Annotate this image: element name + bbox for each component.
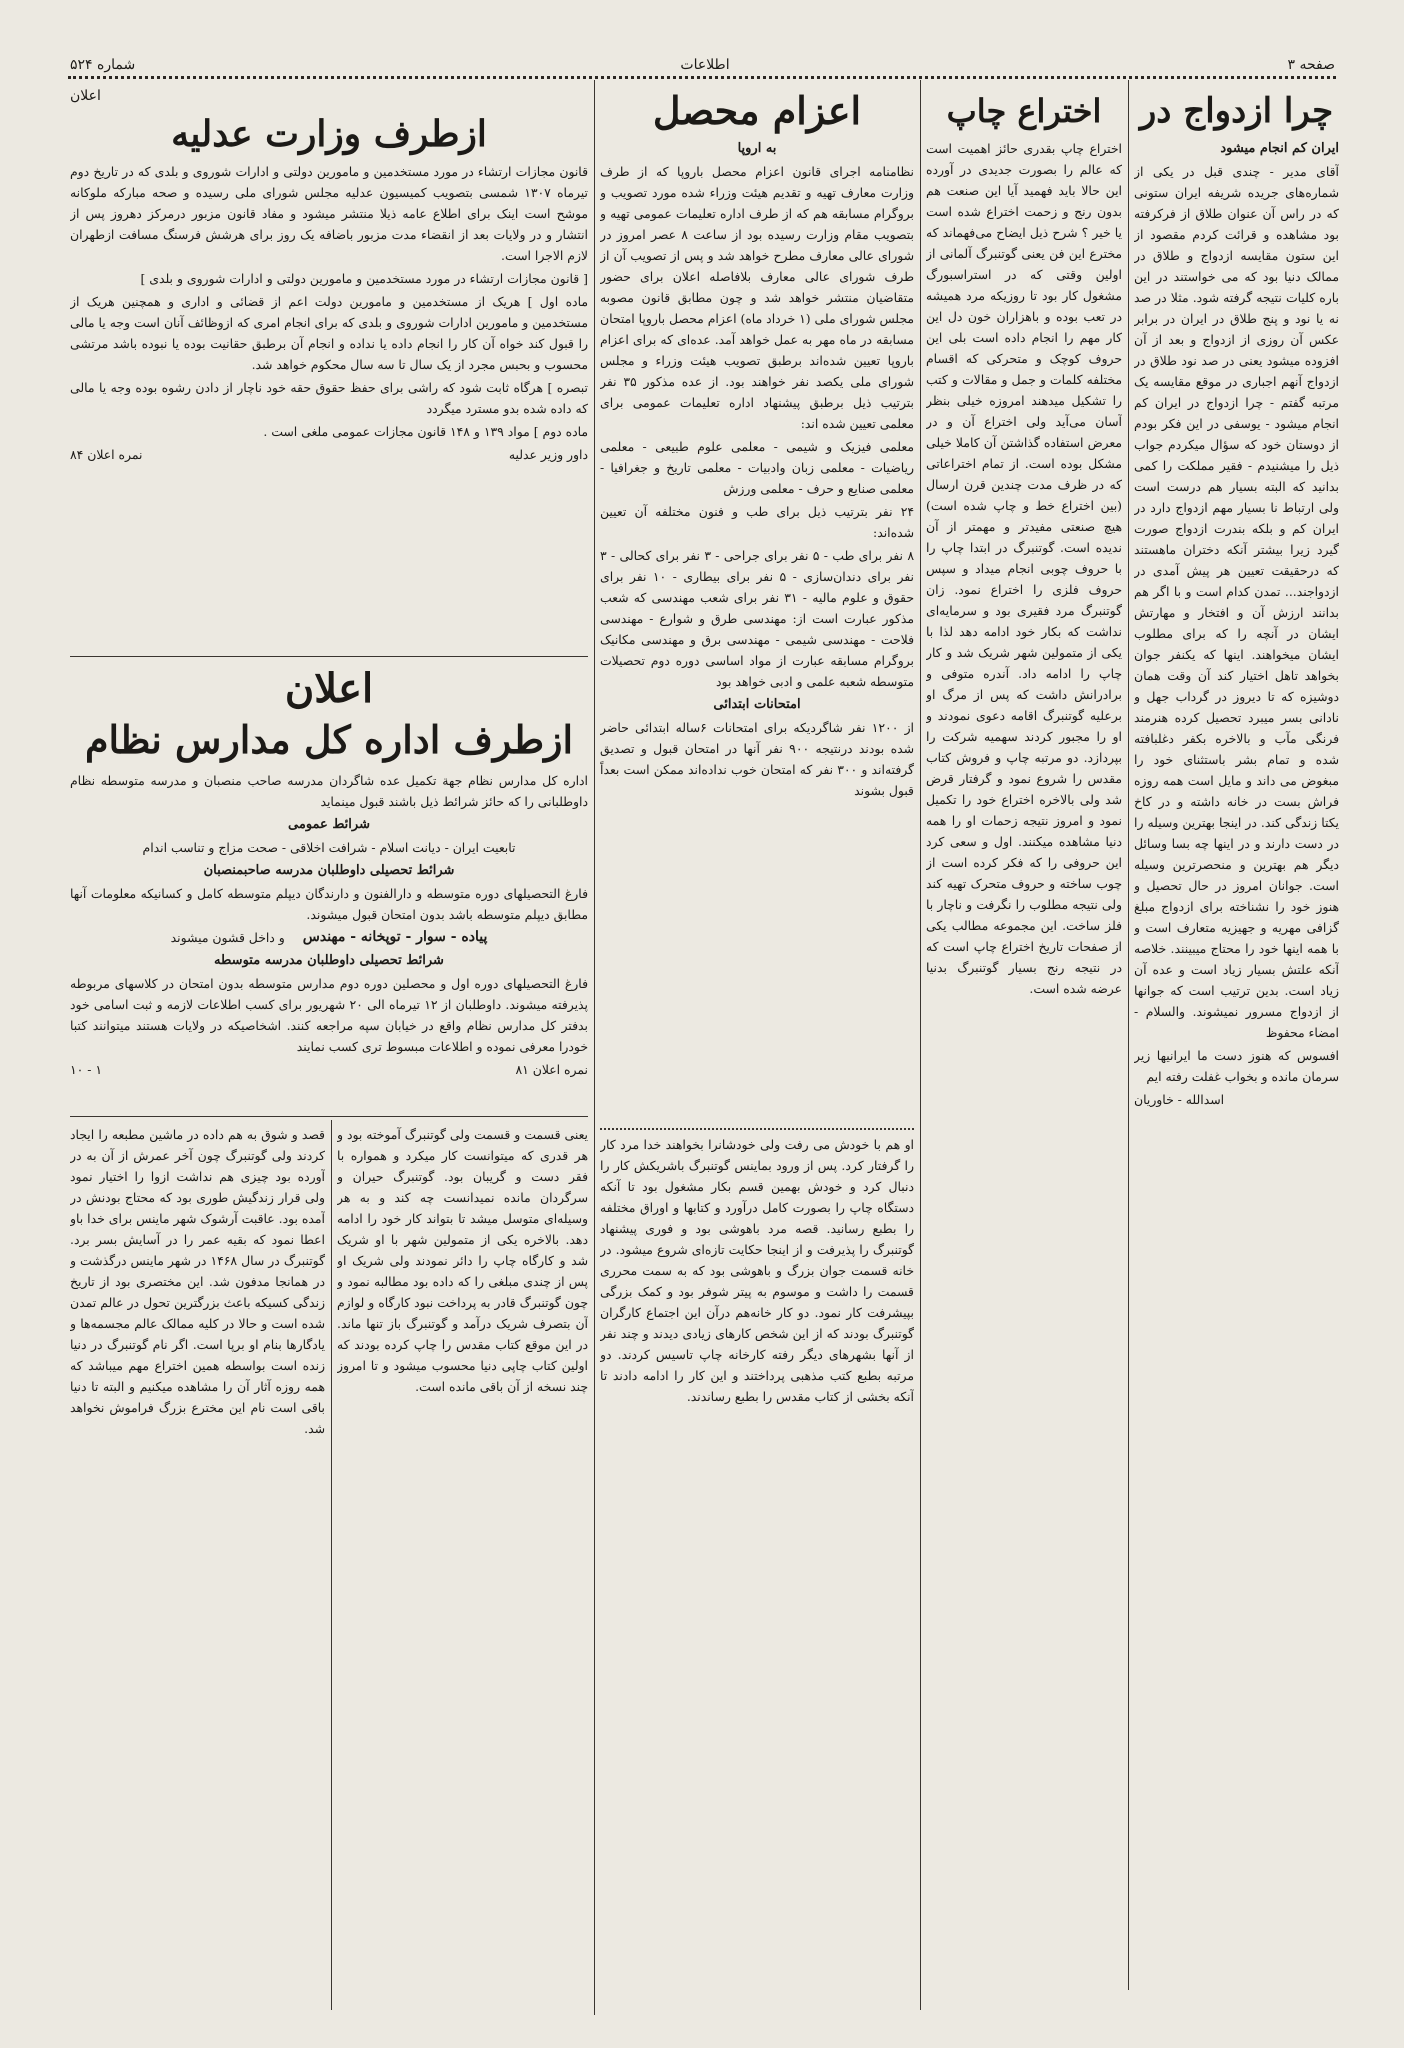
notice-footer — [70, 1059, 588, 1080]
article-students — [600, 84, 914, 1124]
header-divider — [68, 76, 1336, 79]
article-body: آقای مدیر - چندی قبل در یکی از شماره‌های جریده شریفه ایران ستونی که در راس آن عنوان طلاق از فرکرفته بود مشاهده و قرائت کردم مقصود از این ستون مقایسه ازدواج و طلاق در ممالک دنیا بود که می خواستند در این باره کلیات نتیجه گرفته شود. مثلا در صد نه یا نود و پنج طلاق در ایران در برابر عکس آن روزی از ازدواج و بعد از آن افزوده میشود یعنی در صد نود طلاق در ازدواج آنهم اجباری در موقع مقایسه یک مرتبه گفتم - چرا ازدواج در ایران کم انجام میشود - یوسفی در این فکر بودم از دوستان خود که سؤال میکردم جواب ذیل را میشنیدم - فقیر مملکت را کمی بدانید که البته بسیار هم درست است ولی ارتباط نا بسیار مهم ازدواج دارد در ایران کم و بلکه بندرت ازدواج صورت گیرد زیرا بیشتر آنکه دختران ماهستند که درحقیقت تعیین هر پیش آمدی در ازدواجند... تمدن کدام است و با اگر هم بدانند ارزش آن و افتخار و مهارتش ایشان در آنچه را که برای مطلوب ایشان میخواهند. اینها که یکنفر جوان بخواهد تاهل اختیار کند آن وقت همان دوشیزه که تا دیروز در گرداب جهل و نادانی بسر میبرد تحصیل کرده هنرمند فرنگی مآب و بالاخره بکفر دغلبافته شده و تمام بشر باستثنای خود را مبغوض می داند و مایل است همه روزه فراش بست در خانه داشته و در کاخ یکتا زندگی کند. در اینجا بهترین وسیله را در دست دارند و در اینها چه بسا وسائل دیگر هم بهترین و منحصرترین وسیله است. جوانان امروز در حال تحصیل و هنوز خود را نشناخته برای ازدواج مبلغ گزافی مهریه و جهیزیه متعارف است و با همه اینها خود را محتاج میبینند. خلاصه آنکه علتش بسیار زیاد است و عده آن زیاد است. بدین ترتیب است که جوانها از ازدواج مسرور نمیشوند. والسلام - امضاء محفوظ — [1134, 164, 1339, 1040]
article-title: چرا ازدواج در — [1139, 91, 1334, 131]
article-subtitle: به اروپا — [737, 141, 777, 156]
column-divider — [331, 1120, 332, 2010]
column-divider — [594, 80, 595, 2015]
notice-number: نمره اعلان ۸۱ — [515, 1062, 588, 1077]
notice-justice — [70, 84, 588, 654]
article-title: اعزام محصل — [652, 88, 862, 133]
branches: پیاده - سوار - توپخانه - مهندس — [302, 929, 488, 945]
article-printing — [926, 84, 1122, 2009]
continuation-text: او هم با خودش می رفت ولی خودشانرا بخواهند خدا مرد کار را گرفتار کرد. پس از ورود بماینس گوتنبرگ باشریکش کار را دنبال کرد و خودش بهمین قسم بکار مشغول بود تا آنکه دستگاه چاپ را بصورت کامل درآورد و کتابها و اوراق مختلفه را بطبع رسانید. قصه مرد باهوشی بود و فوری پیشنهاد گوتنبرگ را پذیرفت و از اینجا حکایت تازه‌ای شروع میشود. در خانه قسمت جوان بزرگ و باهوشی بود که به سمت محرری قسمت را داشت و موسوم به پیتر شوفر بود و کمک بزرگی بپیشرفت کار نمود. دو کار خانه‌هم درآن این اجتماع کارگران گوتنبرگ بودند که از این شخص کارهای زیادی دیدند و چند نفر از آنها بشهرهای دیگر رفته کارخانه چاپ تاسیس کردند. دو مرتبه بطبع کتب مذهبی پرداختند و این کار را ادامه دادند تا آنکه بخشی از کتاب مقدس را بطبع رساندند. — [600, 1137, 914, 1404]
field-list: ۸ نفر برای طب - ۵ نفر برای جراحی - ۳ نفر برای کحالی - ۳ نفر برای دندان‌سازی - ۵ نفر برای بیطاری - ۱۰ نفر برای حقوق و علوم مالیه - ۳۱ نفر برای شعب مهندسی که شعب مذکور عبارت است از: مهندسی طرق و شوارع - مهندسی فلاحت - مهندسی شیمی - مهندسی برق و مهندسی مکانیک بروگرام مسابقه عبارت از مواد اساسی دوره دوم تحصیلات متوسطه شعبه علمی و ادبی خواهد بود — [600, 548, 914, 689]
law-note: تبصره ] هرگاه ثابت شود که راشی برای حفظ حقوق حقه خود ناچار از دادن رشوه بوده وجه یا مالی که داده شده بدو مسترد میگردد — [70, 380, 588, 416]
continuation-column-b — [337, 1124, 588, 2009]
notice-number: نمره اعلان ۸۴ — [70, 447, 143, 462]
continuation-text: یعنی قسمت و قسمت ولی گوتنبرگ آموخته بود و هر قدری که میتوانست کار میکرد و همواره با فقر دست و گریبان بود. گوتنبرگ حیران و سرگردان مانده نمیدانست چه کند و به هر وسیله‌ای متوسل میشد تا بتواند کار خود را ادامه دهد. بالاخره یکی از متمولین شهر با او شریک شد و کارگاه چاپ را دائر نمودند ولی شریک او پس از چندی مبلغی را که داده بود مطالبه نمود و چون گوتنبرگ قادر به پرداخت نبود کارگاه و لوازم آن بتصرف شریک درآمد و گوتنبرگ باز تنها ماند. در این موقع کتاب مقدس را چاپ کرده بودند که اولین کتاب چاپی دنیا محسوب میشود و تا امروز چند نسخه از آن باقی مانده است. — [337, 1127, 588, 1394]
article-title: اختراع چاپ — [946, 92, 1102, 130]
notice-footer — [70, 444, 588, 465]
page-number: صفحه ۳ — [1287, 57, 1335, 73]
general-conditions-title: شرائط عمومی — [288, 817, 370, 832]
article-subtitle: ایران کم انجام میشود — [1220, 141, 1339, 156]
secondary-conditions: فارغ التحصیلهای دوره اول و محصلین دوره دوم مدارس متوسطه بدون امتحان در کلاسهای مربوطه پذیرفته میشوند. داوطلبان از ۱۲ تیرماه الی ۲۰ شهریور برای کسب اطلاعات لازمه و ثبت اسامی خود بدفتر کل مدارس نظام واقع در خیابان سپه مراجعه کنند. اشخاصیکه در ولایات هستند میتوانند کتبا خودرا معرفی نموده و اطلاعات مبسوط تری کسب نمایند — [70, 976, 588, 1054]
section-divider — [600, 1128, 914, 1130]
continuation-text: قصد و شوق به هم داده در ماشین مطبعه را ایجاد کردند ولی گوتنبرگ چون آخر عمرش از آن به در آورده بود چیزی هم نداشت ازوا را اختیار نمود ولی قرار زندگیش طوری بود که محتاج بودنش در آمده بود. عاقبت آرشوک شهر ماینس برای خدا باو اعطا نمود که بقیه عمر را در آسایش بسر برد. گوتنبرگ در سال ۱۴۶۸ در شهر ماینس درگذشت و در همانجا مدفون شد. این مختصری بود از تاریخ زندگی کسیکه باعث بزرگترین تحول در عالم تمدن شده است و حالا در کلیه ممالک عالم مجسمه‌ها و یادگارها بنام او برپا است. اگر نام گوتنبرگ در دنیا زنده است بواسطه همین اختراع مهم میباشد که همه روزه آثار آن را مشاهده میکنیم و البته تا دنیا باقی است نام این مخترع بزرگ فراموش نخواهد شد. — [70, 1127, 325, 1436]
notice-military-schools — [70, 662, 588, 1112]
notice-divider — [70, 656, 588, 657]
continuation-column-c — [600, 1134, 914, 2009]
article-closing: افسوس که هنوز دست ما ایرانیها زیر سرمان مانده و بخواب غفلت رفته ایم — [1134, 1048, 1339, 1084]
notice-title: ازطرف وزارت عدلیه — [171, 113, 487, 155]
law-article-2: ماده دوم ] مواد ۱۳۹ و ۱۴۸ قانون مجازات عمومی ملغی است . — [263, 424, 588, 439]
notice-title: ازطرف اداره کل مدارس نظام — [84, 717, 574, 762]
notice-intro: قانون مجازات ارتشاء در مورد مستخدمین و مامورین دولتی و ادارات شوروی و بلدی که در تاریخ دوم تیرماه ۱۳۰۷ شمسی بتصویب کمیسیون عدلیه مجلس شورای ملی رسیده و صحه مبارکه ملوکانه موشح است اینک برای اطلاع عامه ذیلا منتشر میشود و مفاد قانون مزبور درمرکز دهروز پس از انتشار و در ولایات بعد از انقضاء مدت مزبور باضافه یک روز برای هرشش فرسنگ مسافت ازطهران لازم الاجرا است. — [70, 164, 588, 263]
notice-tag: ۱ - ۱۰ — [70, 1062, 103, 1077]
article-body: نظامنامه اجرای قانون اعزام محصل باروپا که از طرف وزارت معارف تهیه و تقدیم هیئت وزراء شده مورد تصویب و بروگرام مسابقه هم که از طرف اداره تعلیمات عمومی تهیه و بتصویب مقام وزارت رسیده بود از ساعت ۸ عصر امروز در شورای عالی معارف مطرح خواهد شد و پس از تصویب آن از طرف شورای عالی معارف بلافاصله اعلان برای حضور متقاضیان منتشر خواهد شد و چون مطابق قانون مصوبه مجلس شورای ملی (۱ خرداد ماه) اعزام محصل باروپا امتحان مسابقه در ماه مهر به عمل خواهد آمد. عده‌ای که برای اعزام باروپا تعیین شده‌اند برطبق تصویب هیئت وزراء و مجلس شورای ملی یکصد نفر خواهند بود. از عده مذکور ۳۵ نفر بترتیب ذیل برطبق پیشنهاد اداره تعلیمات عمومی برای معلمی تعیین شده اند: — [600, 164, 914, 431]
secondary-conditions-title: شرائط تحصیلی داوطلبان مدرسه متوسطه — [214, 953, 444, 968]
officer-conditions: فارغ التحصیلهای دوره متوسطه و دارالفنون و دارندگان دیپلم متوسطه کامل و کسانیکه معلومات آنها مطابق دیپلم متوسطه باشد بدون امتحان قبول میشوند. — [70, 886, 588, 922]
law-article-1: ماده اول ] هریک از مستخدمین و مامورین دولت اعم از قضائی و اداری و همچنین هریک از مستخدمین و مامورین ادارات شوروی و بلدی که برای انجام امری که ازوظائف آنان است وجه یا مالی را قبول کند خواه آن کار را انجام داده یا نداده و انجام آن برطبق حقانیت بوده یا نبوده باشد مرتشی محسوب و بحبس مجرد از یک سال تا سه سال محکوم خواهد شد. — [70, 294, 588, 372]
continuation-column-a — [70, 1124, 325, 2009]
law-title: [ قانون مجازات ارتشاء در مورد مستخدمین و مامورین دولتی و ادارات شوروی و بلدی ] — [140, 271, 588, 286]
column-divider — [920, 80, 921, 2010]
notice-divider — [70, 1116, 588, 1117]
issue-number: شماره ۵۲۴ — [70, 57, 136, 73]
branches-note: و داخل قشون میشوند — [170, 930, 285, 945]
notice-label: اعلان — [284, 665, 374, 712]
notice-intro: اداره کل مدارس نظام جهة تکمیل عده شاگردان مدرسه صاحب منصبان و مدرسه متوسطه نظام داوطلبانی را که حائز شرائط ذیل باشند قبول مینماید — [70, 773, 588, 809]
notice-signoff: داور وزیر عدلیه — [508, 447, 588, 462]
branches-row — [70, 927, 588, 948]
notice-label: اعلان — [70, 88, 101, 104]
general-conditions: تابعیت ایران - دیانت اسلام - شرافت اخلاقی - صحت مزاج و تناسب اندام — [142, 840, 516, 855]
paper-name: اطلاعات — [680, 57, 730, 73]
officer-conditions-title: شرائط تحصیلی داوطلبان مدرسه صاحبمنصبان — [203, 863, 455, 878]
article-signature: اسدالله - خاوریان — [1134, 1092, 1225, 1107]
medical-intro: ۲۴ نفر بترتیب ذیل برای طب و فنون مختلفه آن تعیین شده‌اند: — [600, 504, 914, 540]
column-divider — [1128, 80, 1129, 1990]
article-body: اختراع چاپ بقدری حائز اهمیت است که عالم را بصورت جدیدی در آورده این حالا باید فهمید آیا این صنعت هم بدون رنج و زحمت اختراع شده است یا خیر ؟ شرح ذیل ایضاح می‌فهماند که مخترع این فن یعنی گوتنبرگ آلمانی از اولین وقتی که در استراسبورگ مشغول کار بود تا روزیکه مرد همیشه در تعب بوده و باهزاران خون دل این کار مهم را انجام داده است بلی این حروف کوچک و متحرکی که اقسام مختلفه کلمات و جمل و مقالات و کتب را تشکیل میدهند امروزه خیلی بنظر آسان می‌آید ولی اختراع آن و در معرض استفاده گذاشتن آن کاملا خیلی مشکل بوده است. از تمام اختراعاتی که در ظرف مدت چندین قرن ارسال (بین اختراع خط و چاپ شده است) هیچ صنعتی مفیدتر و مهمتر از آن ندیده است. گوتنبرگ در ابتدا چاپ را با حروف چوبی انجام میداد و سپس حروف فلزی را اختراع نمود. زان گوتنبرگ مرد فقیری بود و سرمایه‌ای نداشت که بکار خود ادامه دهد لذا با یکی از متمولین شهر شریک شد و کار چاپ را ادامه داد. آندره متوفی و برادرانش داشت که پس از مرگ او برعلیه گوتنبرگ اقامه دعوی نمودند و او را مجبور کردند سهمیه شرکت را بپردازد. دو مرتبه چاپ و فروش کتاب مقدس را شروع نمود و گرفتار قرض شد ولی بالاخره اختراع خود را تکمیل نمود و امروز نتیجه زحمات او را همه دنیا مشاهده میکنند. اول و سعی کرد این حروفی را که فکر کرده است از چوب ساخته و حروف متحرک تهیه کند ولی نتیجه مطلوب را نگرفت و ناچار با فلز ساخت. این مجموعه مطالب یکی از صفحات تاریخ اختراع چاپ است که در نتیجه رنج بسیار گوتنبرگ بدنیا عرضه شده است. — [926, 141, 1122, 996]
teacher-list: معلمی فیزیک و شیمی - معلمی علوم طبیعی - معلمی ریاضیات - معلمی زبان وادبیات - معلمی تاریخ و جغرافیا - معلمی صنایع و حرف - معلمی ورزش — [600, 439, 914, 496]
exam-title: امتحانات ابتدائی — [713, 697, 801, 712]
exam-body: از ۱۲۰۰ نفر شاگردیکه برای امتحانات ۶ساله ابتدائی حاضر شده بودند درنتیجه ۹۰۰ نفر آنها در امتحان قبول و تصدیق گرفته‌اند و ۳۰۰ نفر که امتحان خوب نداده‌اند ممکن است بعداً قبول بشوند — [600, 720, 914, 798]
page-header — [70, 52, 1335, 78]
article-marriage — [1134, 84, 1339, 1994]
